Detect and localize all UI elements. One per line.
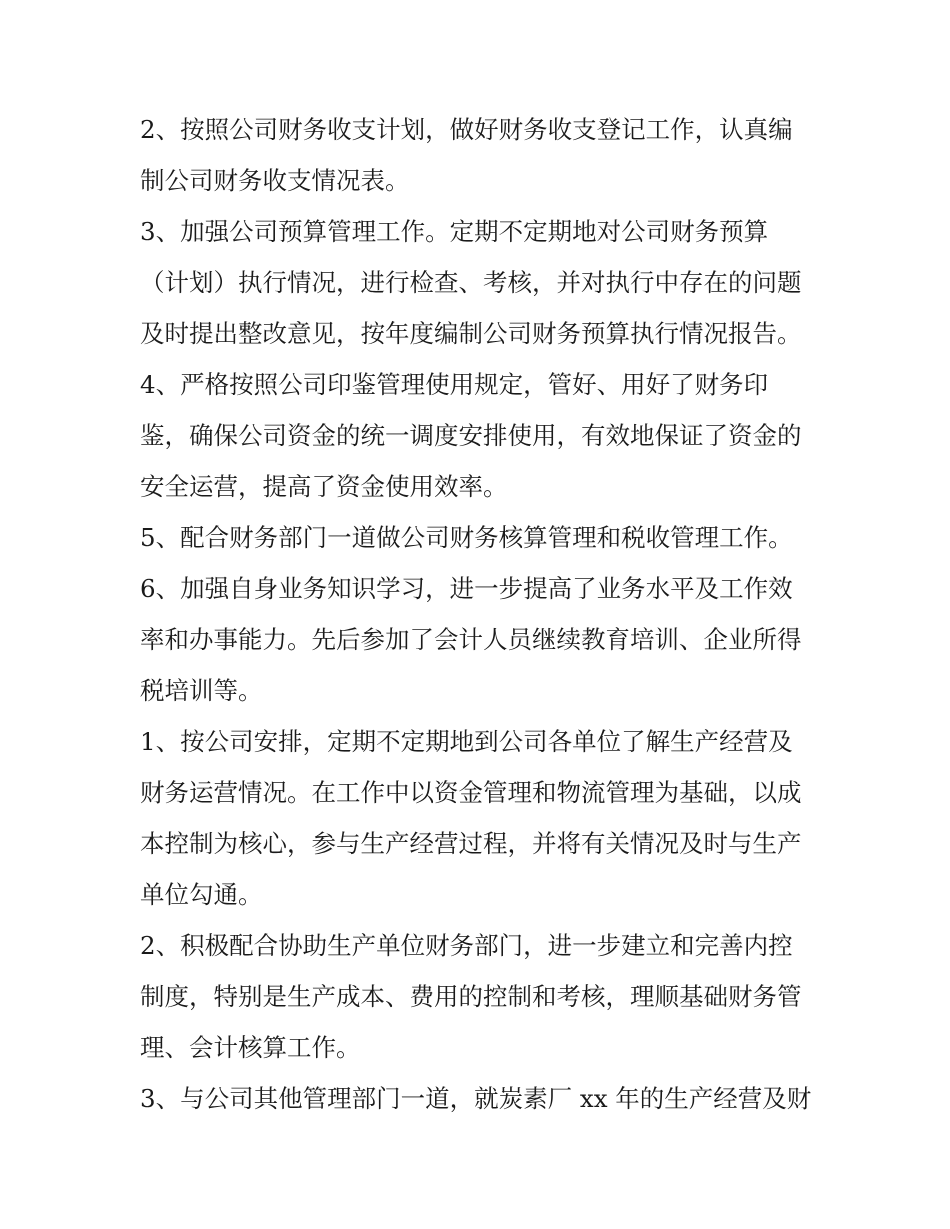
text-line: 财务运营情况。在工作中以资金管理和物流管理为基础，以成 (140, 778, 802, 807)
text-line: 本控制为核心，参与生产经营过程，并将有关情况及时与生产 (140, 829, 802, 858)
text-line: 4、严格按照公司印鉴管理使用规定，管好、用好了财务印 (140, 370, 769, 399)
text-line: 3、加强公司预算管理工作。定期不定期地对公司财务预算 (140, 217, 769, 246)
text-line: 1、按公司安排，定期不定期地到公司各单位了解生产经营及 (140, 727, 793, 756)
text-line: 率和办事能力。先后参加了会计人员继续教育培训、企业所得 (140, 625, 802, 654)
text-line: 制公司财务收支情况表。 (140, 166, 410, 195)
text-line: 鉴，确保公司资金的统一调度安排使用，有效地保证了资金的 (140, 421, 802, 450)
text-line: 单位勾通。 (140, 880, 263, 909)
text-line: 6、加强自身业务知识学习，进一步提高了业务水平及工作效 (140, 574, 793, 603)
text-line: 5、配合财务部门一道做公司财务核算管理和税收管理工作。 (140, 523, 793, 552)
document-body (140, 104, 815, 1124)
text-line: 2、按照公司财务收支计划，做好财务收支登记工作，认真编 (140, 115, 793, 144)
text-line: 3、与公司其他管理部门一道，就炭素厂 xx 年的生产经营及财 (140, 1084, 812, 1113)
text-line: 2、积极配合协助生产单位财务部门，进一步建立和完善内控 (140, 931, 793, 960)
text-line: 及时提出整改意见，按年度编制公司财务预算执行情况报告。 (140, 319, 802, 348)
text-line: 制度，特别是生产成本、费用的控制和考核，理顺基础财务管 (140, 982, 802, 1011)
text-line: （计划）执行情况，进行检查、考核，并对执行中存在的问题 (140, 268, 802, 297)
text-line: 理、会计核算工作。 (140, 1033, 361, 1062)
text-line: 税培训等。 (140, 676, 263, 705)
text-line: 安全运营，提高了资金使用效率。 (140, 472, 508, 501)
